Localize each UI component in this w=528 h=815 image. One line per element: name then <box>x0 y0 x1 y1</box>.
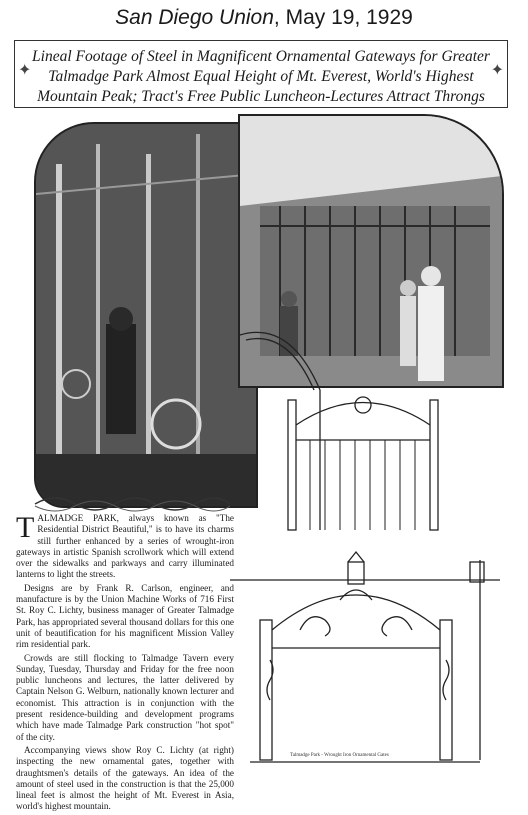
gate-drawing <box>230 330 500 770</box>
article-paragraph-2: Designs are by Frank R. Carlson, engineer, and manufacture is by the Union Machine Works of 716 First St. Roy C. Lichty, business manager of Greater Talmadge Park, has appropriated several thousand dollars for this one unit of beautification for his magnificent Mission Valley rim residential park. <box>16 582 234 650</box>
headline-line-2: Talmadge Park Almost Equal Height of Mt. Everest, World's Highest <box>48 68 474 85</box>
machine-shop-photo <box>34 122 258 508</box>
headline-line-3: Mountain Peak; Tract's Free Public Luncheon-Lectures Attract Throngs <box>37 88 485 105</box>
drawing-caption: Talmadge Park - Wrought Iron Ornamental Gates <box>290 753 389 758</box>
headline-line-1: Lineal Footage of Steel in Magnificent Ornamental Gateways for Greater <box>32 48 490 65</box>
article-paragraph-1-text: ALMADGE PARK, always known as "The Residential District Beautiful," is to have its charms still further enhanced by a series of wrought-iron gateways in artistic Spanish scrollwork which will extend over the sidewalks and parkways and carry illuminated lanterns to light the streets. <box>16 513 234 580</box>
article-paragraph-4: Accompanying views show Roy C. Lichty (at right) inspecting the new ornamental gates, together with draughtsmen's details of the gateways. An idea of the amount of steel used in the construction is that the 25,000 lineal feet is almost the height of Mt. Everest in Asia, world's highest mountain. <box>16 744 234 812</box>
drop-cap: T <box>16 511 35 544</box>
right-ornament-icon: ✦ <box>490 62 504 79</box>
headline-box <box>14 40 508 108</box>
masthead <box>0 6 528 30</box>
publication-date: , May 19, 1929 <box>273 6 413 29</box>
article-body <box>16 513 234 815</box>
article-paragraph-3: Crowds are still flocking to Talmadge Tavern every Sunday, Tuesday, Thursday and Friday for the free noon public luncheons and lectures, the latter delivered by Captain Nelson G. Welburn, nationally known lecturer and economist. This attraction is in conjunction with the present residence-building and development programs which have made Talmadge Park construction "hot spot" of the city. <box>16 652 234 742</box>
publication-name: San Diego Union <box>115 6 274 29</box>
left-ornament-icon: ✦ <box>18 62 32 79</box>
article-paragraph-1 <box>16 513 234 581</box>
